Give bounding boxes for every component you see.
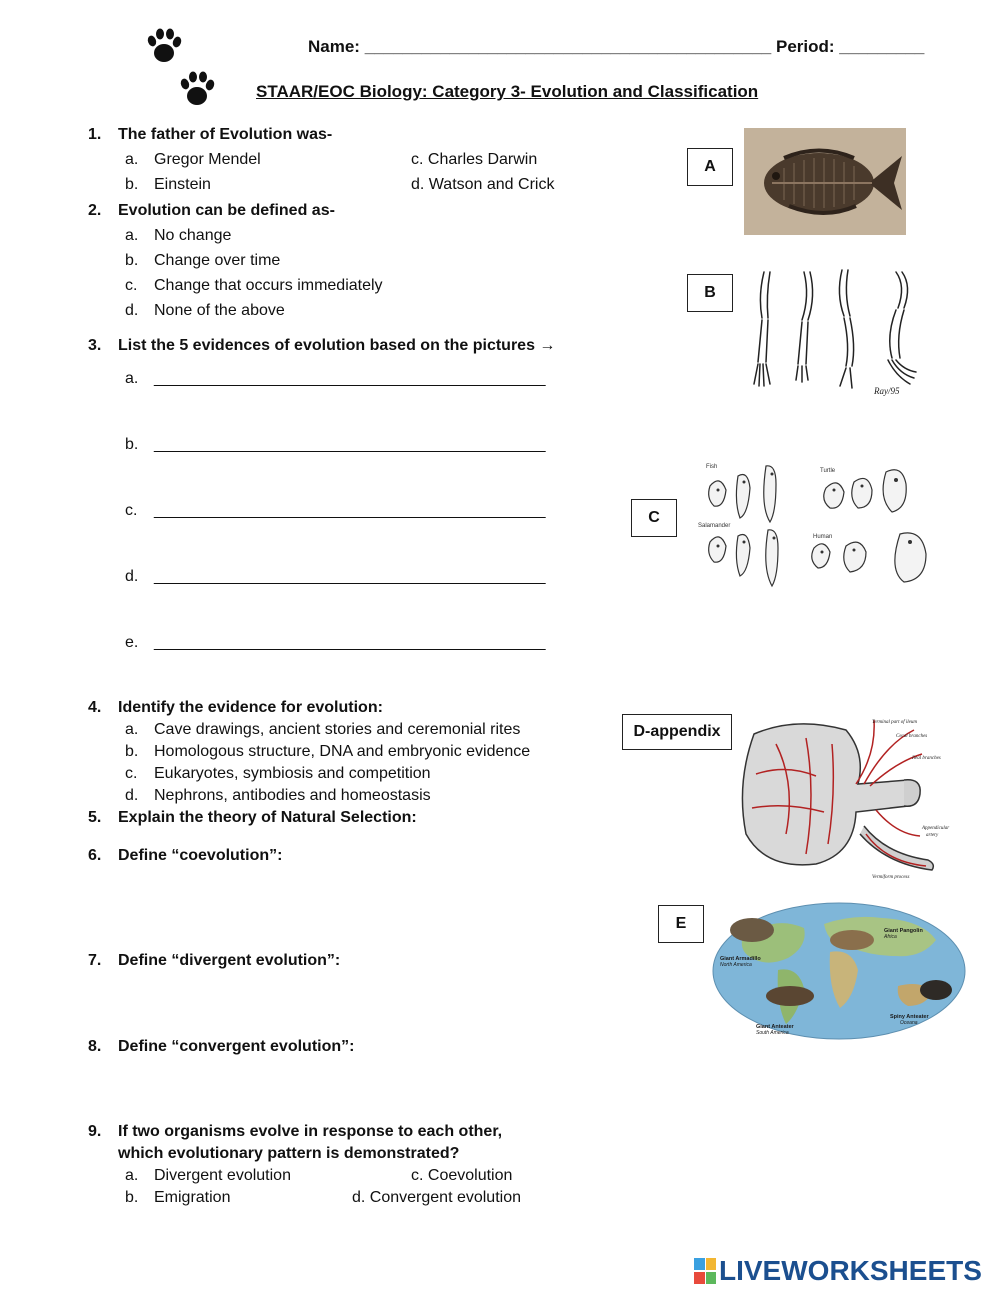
q9-option-b[interactable]: Emigration xyxy=(154,1189,231,1206)
figure-label-c: C xyxy=(631,499,677,537)
map-label-anteater: Giant Anteater xyxy=(756,1024,794,1030)
figure-label-d: D-appendix xyxy=(622,714,732,750)
q2-text: Evolution can be defined as- xyxy=(118,202,335,219)
name-field-row xyxy=(308,37,924,57)
map-label-armadillo: Giant Armadillo xyxy=(720,956,761,962)
map-label-spiny: Spiny Anteater xyxy=(890,1014,929,1020)
q1-option-a[interactable]: Gregor Mendel xyxy=(154,151,261,168)
q8-number: 8. xyxy=(88,1038,102,1055)
embryo-comparison-drawing xyxy=(696,458,942,592)
q4-option-a[interactable]: Cave drawings, ancient stories and ceremonial rites xyxy=(154,721,521,738)
q2-option-b[interactable]: Change over time xyxy=(154,252,281,269)
q8-text: Define “convergent evolution”: xyxy=(118,1038,355,1055)
q9-option-c[interactable]: c. Coevolution xyxy=(411,1167,513,1184)
q4-option-letter: d. xyxy=(125,787,139,804)
q4-option-c[interactable]: Eukaryotes, symbiosis and competition xyxy=(154,765,431,782)
q2-option-c[interactable]: Change that occurs immediately xyxy=(154,277,383,294)
q3-blank-letter: e. xyxy=(125,634,139,651)
q2-number: 2. xyxy=(88,202,102,219)
q2-option-letter: b. xyxy=(125,252,139,269)
q7-text: Define “divergent evolution”: xyxy=(118,952,341,969)
q5-number: 5. xyxy=(88,809,102,826)
anteater-world-map-image xyxy=(712,900,966,1042)
q3-answer-line-d[interactable]: ____________________________________________ xyxy=(154,568,546,585)
q1-text: The father of Evolution was- xyxy=(118,126,333,143)
q2-option-letter: a. xyxy=(125,227,139,244)
q9-option-letter: b. xyxy=(125,1189,139,1206)
q3-answer-line-a[interactable]: ____________________________________________ xyxy=(154,370,546,387)
q1-option-letter: b. xyxy=(125,176,139,193)
name-label: Name: xyxy=(308,37,360,56)
q4-text: Identify the evidence for evolution: xyxy=(118,699,383,716)
embryo-label-turtle: Turtle xyxy=(820,468,836,474)
q1-option-d[interactable]: d. Watson and Crick xyxy=(411,176,555,193)
q9-text-line2: which evolutionary pattern is demonstrated? xyxy=(118,1145,460,1162)
figure-label-e: E xyxy=(658,905,704,943)
q3-answer-line-e[interactable]: ____________________________________________ xyxy=(154,634,546,651)
map-region-spiny: Oceana xyxy=(900,1020,918,1026)
appendix-label-cecal: Cecal branches xyxy=(896,734,928,739)
map-region-armadillo: North America xyxy=(720,962,752,968)
period-input-line[interactable]: _________ xyxy=(839,37,925,56)
q3-number: 3. xyxy=(88,337,102,354)
q2-option-a[interactable]: No change xyxy=(154,227,232,244)
map-region-anteater: South America xyxy=(756,1030,789,1036)
name-input-line[interactable]: ___________________________________________ xyxy=(364,37,772,56)
appendix-label-artery-1: Appendicular xyxy=(922,826,950,831)
q3-text: List the 5 evidences of evolution based on the pictures → xyxy=(118,337,556,354)
embryo-label-human: Human xyxy=(813,534,833,540)
q4-option-letter: c. xyxy=(125,765,138,782)
logo-brand-text: LIVEWORKSHEETS xyxy=(719,1255,982,1286)
q1-option-b[interactable]: Einstein xyxy=(154,176,211,193)
bones-signature: Ray/95 xyxy=(874,386,900,396)
appendix-label-terminal: Terminal part of ileum xyxy=(872,720,917,725)
q4-option-letter: a. xyxy=(125,721,139,738)
appendix-anatomy-drawing xyxy=(736,714,958,884)
liveworksheets-logo[interactable] xyxy=(694,1255,982,1287)
q3-blank-letter: b. xyxy=(125,436,139,453)
q1-option-letter: a. xyxy=(125,151,139,168)
figure-label-a: A xyxy=(687,148,733,186)
q4-option-letter: b. xyxy=(125,743,139,760)
q9-text-line1: If two organisms evolve in response to each other, xyxy=(118,1123,503,1140)
q2-option-letter: d. xyxy=(125,302,139,319)
map-label-pangolin: Giant Pangolin xyxy=(884,928,923,934)
q3-answer-line-b[interactable]: ____________________________________________ xyxy=(154,436,546,453)
q9-option-d[interactable]: d. Convergent evolution xyxy=(352,1189,521,1206)
q3-blank-letter: a. xyxy=(125,370,139,387)
q4-option-b[interactable]: Homologous structure, DNA and embryonic evidence xyxy=(154,743,531,760)
fossil-fish-image xyxy=(744,128,906,235)
worksheet-title: STAAR/EOC Biology: Category 3- Evolution and Classification xyxy=(256,82,759,101)
map-region-pangolin: Africa xyxy=(884,934,897,940)
q6-number: 6. xyxy=(88,847,102,864)
q3-blank-letter: d. xyxy=(125,568,139,585)
q7-number: 7. xyxy=(88,952,102,969)
paw-print-icon xyxy=(146,27,182,65)
q5-text: Explain the theory of Natural Selection: xyxy=(118,809,417,826)
q2-option-letter: c. xyxy=(125,277,138,294)
appendix-label-ileal: Ileal branches xyxy=(912,756,941,761)
appendix-label-process: Vermiform process xyxy=(872,875,910,880)
period-label: Period: xyxy=(776,37,835,56)
q9-option-a[interactable]: Divergent evolution xyxy=(154,1167,291,1184)
figure-label-b: B xyxy=(687,274,733,312)
q9-number: 9. xyxy=(88,1123,102,1140)
q9-option-letter: a. xyxy=(125,1167,139,1184)
q6-text: Define “coevolution”: xyxy=(118,847,283,864)
appendix-label-artery-2: artery xyxy=(926,833,939,838)
q4-option-d[interactable]: Nephrons, antibodies and homeostasis xyxy=(154,787,431,804)
paw-print-icon xyxy=(179,70,215,108)
embryo-label-salamander: Salamander xyxy=(698,523,731,529)
logo-badge-icon xyxy=(694,1258,716,1284)
q3-blank-letter: c. xyxy=(125,502,138,519)
homologous-limb-bones-drawing xyxy=(746,266,922,402)
q2-option-d[interactable]: None of the above xyxy=(154,302,285,319)
q3-answer-line-c[interactable]: ____________________________________________ xyxy=(154,502,546,519)
embryo-label-fish: Fish xyxy=(706,464,718,470)
q1-option-c[interactable]: c. Charles Darwin xyxy=(411,151,538,168)
q4-number: 4. xyxy=(88,699,102,716)
q1-number: 1. xyxy=(88,126,102,143)
